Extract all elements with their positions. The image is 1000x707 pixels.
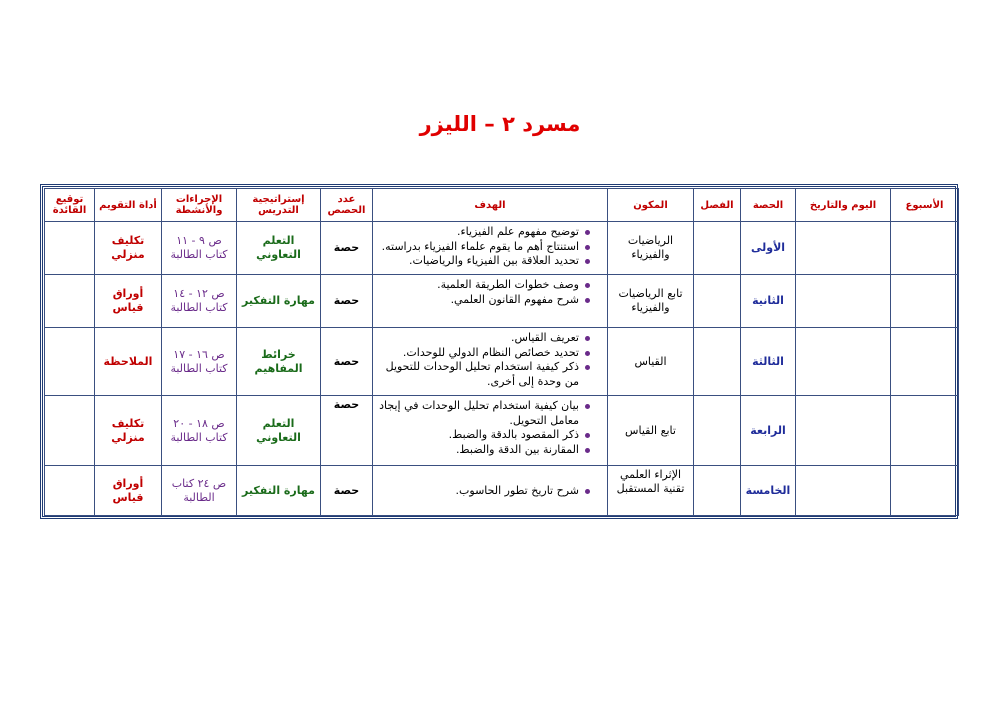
- component-cell: تابع القياس: [608, 396, 694, 466]
- header-signature: توقيع القائدة: [45, 189, 95, 222]
- table-row: [45, 466, 959, 516]
- date-cell: [796, 275, 891, 328]
- strategy-cell: التعلم التعاوني: [237, 396, 321, 466]
- header-strategy: إستراتيجية التدريس: [237, 189, 321, 222]
- class-cell: [694, 396, 741, 466]
- header-goal: الهدف: [373, 189, 608, 222]
- header-session: الحصة: [741, 189, 796, 222]
- goal-cell: [373, 466, 608, 516]
- count-cell: حصة: [321, 328, 373, 396]
- procedures-cell: ص ١٦ - ١٧ كتاب الطالبة: [162, 328, 237, 396]
- lesson-plan-table: [44, 188, 959, 516]
- goal-item: شرح مفهوم القانون العلمي.: [375, 293, 579, 308]
- session-cell: الخامسة: [741, 466, 796, 516]
- strategy-cell: مهارة التفكير: [237, 466, 321, 516]
- class-cell: [694, 222, 741, 275]
- header-week: الأسبوع: [891, 189, 959, 222]
- header-count: عدد الحصص: [321, 189, 373, 222]
- class-cell: [694, 275, 741, 328]
- date-cell: [796, 466, 891, 516]
- goal-list: [375, 278, 593, 307]
- signature-cell: [45, 396, 95, 466]
- signature-cell: [45, 328, 95, 396]
- date-cell: [796, 222, 891, 275]
- class-cell: [694, 328, 741, 396]
- table-row: [45, 396, 959, 466]
- assessment-cell: تكليف منزلي: [95, 396, 162, 466]
- session-cell: الرابعة: [741, 396, 796, 466]
- page-title: مسرد ٢ – الليزر: [419, 112, 581, 136]
- procedures-cell: ص ١٢ - ١٤ كتاب الطالبة: [162, 275, 237, 328]
- assessment-cell: أوراق قياس: [95, 466, 162, 516]
- signature-cell: [45, 275, 95, 328]
- goal-list: [375, 399, 593, 457]
- date-cell: [796, 328, 891, 396]
- component-cell: الإثراء العلمي تقنية المستقبل: [608, 466, 694, 516]
- session-cell: الثالثة: [741, 328, 796, 396]
- count-cell: حصة: [321, 466, 373, 516]
- header-assessment: أداة التقويم: [95, 189, 162, 222]
- week-cell: [891, 466, 959, 516]
- week-cell: [891, 275, 959, 328]
- strategy-cell: التعلم التعاوني: [237, 222, 321, 275]
- class-cell: [694, 466, 741, 516]
- goal-list: [375, 331, 593, 389]
- header-date: اليوم والتاريخ: [796, 189, 891, 222]
- goal-cell: [373, 275, 608, 328]
- goal-item: شرح تاريخ تطور الحاسوب.: [375, 484, 579, 499]
- header-class: الفصل: [694, 189, 741, 222]
- header-component: المكون: [608, 189, 694, 222]
- procedures-cell: ص ١٨ - ٢٠ كتاب الطالبة: [162, 396, 237, 466]
- goal-list: [375, 225, 593, 269]
- goal-cell: [373, 328, 608, 396]
- component-cell: القياس: [608, 328, 694, 396]
- assessment-cell: الملاحظة: [95, 328, 162, 396]
- session-cell: الثانية: [741, 275, 796, 328]
- goal-item: استنتاج أهم ما يقوم علماء الفيزياء بدراسته.: [375, 240, 579, 255]
- goal-item: وصف خطوات الطريقة العلمية.: [375, 278, 579, 293]
- session-cell: الأولى: [741, 222, 796, 275]
- count-cell: حصة: [321, 275, 373, 328]
- table-row: [45, 275, 959, 328]
- signature-cell: [45, 222, 95, 275]
- goal-cell: [373, 222, 608, 275]
- count-cell: حصة: [321, 222, 373, 275]
- signature-cell: [45, 466, 95, 516]
- header-procedures: الإجراءات والأنشطة: [162, 189, 237, 222]
- assessment-cell: تكليف منزلي: [95, 222, 162, 275]
- goal-item: ذكر كيفية استخدام تحليل الوحدات للتحويل من وحدة إلى أخرى.: [375, 360, 579, 389]
- goal-item: توضيح مفهوم علم الفيزياء.: [375, 225, 579, 240]
- component-cell: الرياضيات والفيزياء: [608, 222, 694, 275]
- table-row: [45, 328, 959, 396]
- goal-item: تعريف القياس.: [375, 331, 579, 346]
- goal-item: تحديد العلاقة بين الفيزياء والرياضيات.: [375, 254, 579, 269]
- component-cell: تابع الرياضيات والفيزياء: [608, 275, 694, 328]
- table-row: [45, 222, 959, 275]
- goal-list: [375, 484, 593, 499]
- plan-table-frame: [40, 184, 958, 519]
- header-row: [45, 189, 959, 222]
- strategy-cell: مهارة التفكير: [237, 275, 321, 328]
- week-cell: [891, 396, 959, 466]
- procedures-cell: ص ٢٤ كتاب الطالبة: [162, 466, 237, 516]
- goal-item: ذكر المقصود بالدقة والضبط.: [375, 428, 579, 443]
- week-cell: [891, 222, 959, 275]
- goal-cell: [373, 396, 608, 466]
- week-cell: [891, 328, 959, 396]
- strategy-cell: خرائط المفاهيم: [237, 328, 321, 396]
- goal-item: بيان كيفية استخدام تحليل الوحدات في إيجاد معامل التحويل.: [375, 399, 579, 428]
- goal-item: المقارنة بين الدقة والضبط.: [375, 443, 579, 458]
- procedures-cell: ص ٩ - ١١ كتاب الطالبة: [162, 222, 237, 275]
- date-cell: [796, 396, 891, 466]
- goal-item: تحديد خصائص النظام الدولي للوحدات.: [375, 346, 579, 361]
- assessment-cell: أوراق قياس: [95, 275, 162, 328]
- count-cell: حصة: [321, 396, 373, 466]
